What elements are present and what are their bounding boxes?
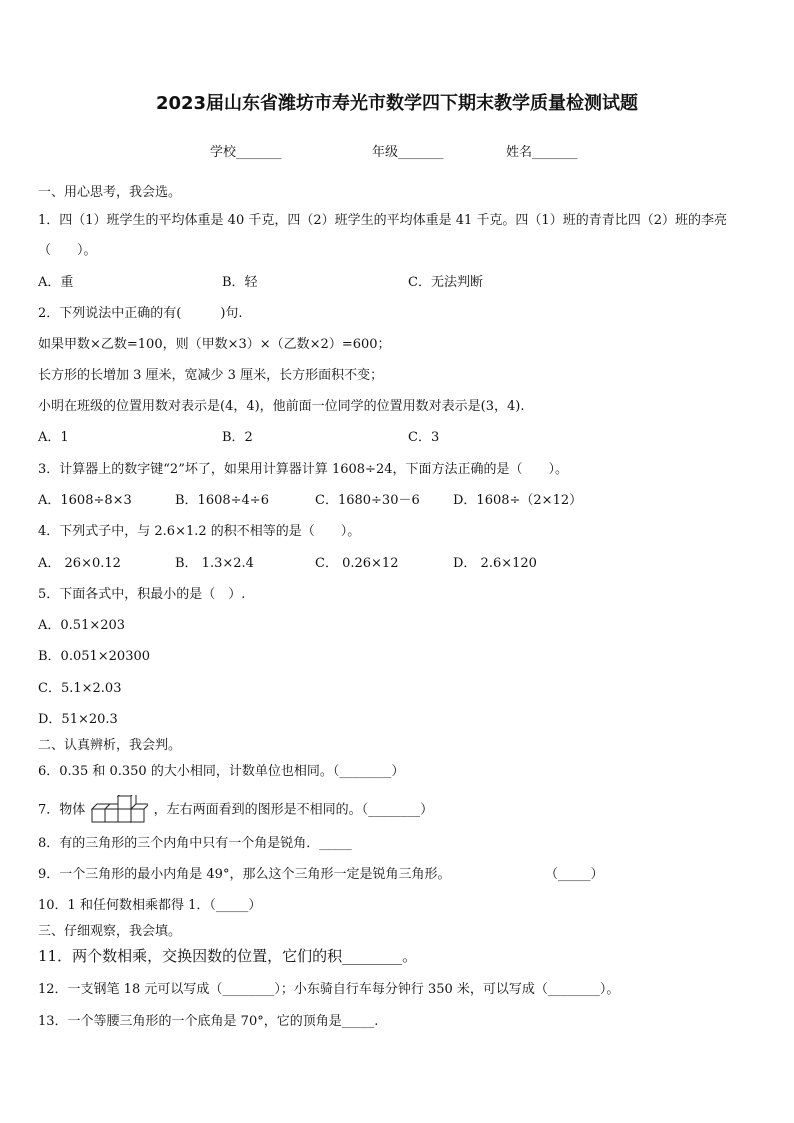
question-5-stem: 5．下面各式中，积最小的是（ ）. — [38, 587, 246, 602]
question-5-option-a: A．0.51×203 — [38, 618, 126, 633]
name-field: 姓名_______ — [506, 145, 578, 160]
question-7 — [38, 795, 433, 825]
question-2-option-b: B．2 — [222, 430, 253, 445]
question-2-statement-2: 长方形的长增加 3 厘米，宽减少 3 厘米，长方形面积不变； — [38, 368, 384, 383]
question-9-answer-blank: （_____） — [545, 867, 604, 882]
question-3-option-d: D．1608÷（2×12） — [453, 493, 583, 508]
question-1-option-b: B．轻 — [222, 275, 258, 290]
question-5-option-b: B．0.051×20300 — [38, 649, 151, 664]
question-5-option-d: D．51×20.3 — [38, 712, 118, 727]
question-7-prefix: 7．物体 — [38, 802, 86, 818]
question-12: 12．一支钢笔 18 元可以写成（________）；小东骑自行车每分钟行 350 米，可以写成（________）。 — [38, 982, 620, 997]
question-13: 13．一个等腰三角形的一个底角是 70°，它的顶角是_____. — [38, 1014, 379, 1029]
question-9-text: 9．一个三角形的最小内角是 49°，那么这个三角形一定是锐角三角形。 — [38, 867, 451, 882]
question-4-option-d: D． 2.6×120 — [453, 556, 537, 571]
question-2-option-a: A．1 — [38, 430, 69, 445]
question-3-stem: 3．计算器上的数字键“2”坏了，如果用计算器计算 1608÷24，下面方法正确的是（ ）。 — [38, 462, 568, 477]
question-1-option-a: A．重 — [38, 275, 74, 290]
question-3-option-c: C．1680÷30－6 — [315, 493, 420, 508]
section-1-heading: 一、用心思考，我会选。 — [38, 185, 182, 200]
question-10: 10．1 和任何数相乘都得 1．（_____） — [38, 898, 262, 913]
question-5-option-c: C．5.1×2.03 — [38, 681, 122, 696]
question-4-option-c: C． 0.26×12 — [315, 556, 399, 571]
school-field: 学校_______ — [210, 145, 282, 160]
section-3-heading: 三、仔细观察，我会填。 — [38, 924, 182, 939]
grade-field: 年级_______ — [372, 145, 444, 160]
question-1-option-c: C．无法判断 — [408, 275, 483, 290]
question-2-stem: 2．下列说法中正确的有( )句. — [38, 306, 243, 321]
cube-stack-figure — [90, 795, 148, 825]
question-4-option-a: A． 26×0.12 — [38, 556, 121, 571]
question-2-statement-3: 小明在班级的位置用数对表示是(4，4)，他前面一位同学的位置用数对表示是(3，4). — [38, 399, 525, 414]
question-3-option-a: A．1608÷8×3 — [38, 493, 132, 508]
section-2-heading: 二、认真辨析，我会判。 — [38, 738, 182, 753]
question-4-stem: 4．下列式子中，与 2.6×1.2 的积不相等的是（ ）。 — [38, 524, 361, 539]
question-3-option-b: B．1608÷4÷6 — [175, 493, 269, 508]
question-6: 6．0.35 和 0.350 的大小相同，计数单位也相同。（________） — [38, 764, 405, 779]
page-title: 2023届山东省潍坊市寿光市数学四下期末教学质量检测试题 — [155, 93, 639, 114]
question-2-option-c: C．3 — [408, 430, 440, 445]
question-1-line-1: 1．四（1）班学生的平均体重是 40 千克，四（2）班学生的平均体重是 41 千克。四（1）班的青青比四（2）班的李亮 — [38, 213, 727, 228]
question-11: 11．两个数相乘，交换因数的位置，它们的积________。 — [38, 947, 418, 965]
question-1-line-2: （ ）。 — [38, 243, 97, 258]
question-2-statement-1: 如果甲数×乙数=100，则（甲数×3）×（乙数×2）=600； — [38, 337, 391, 352]
question-4-option-b: B． 1.3×2.4 — [175, 556, 254, 571]
question-8: 8．有的三角形的三个内角中只有一个角是锐角．_____ — [38, 836, 352, 851]
question-7-suffix: ，左右两面看到的图形是不相同的。（________） — [153, 802, 434, 818]
